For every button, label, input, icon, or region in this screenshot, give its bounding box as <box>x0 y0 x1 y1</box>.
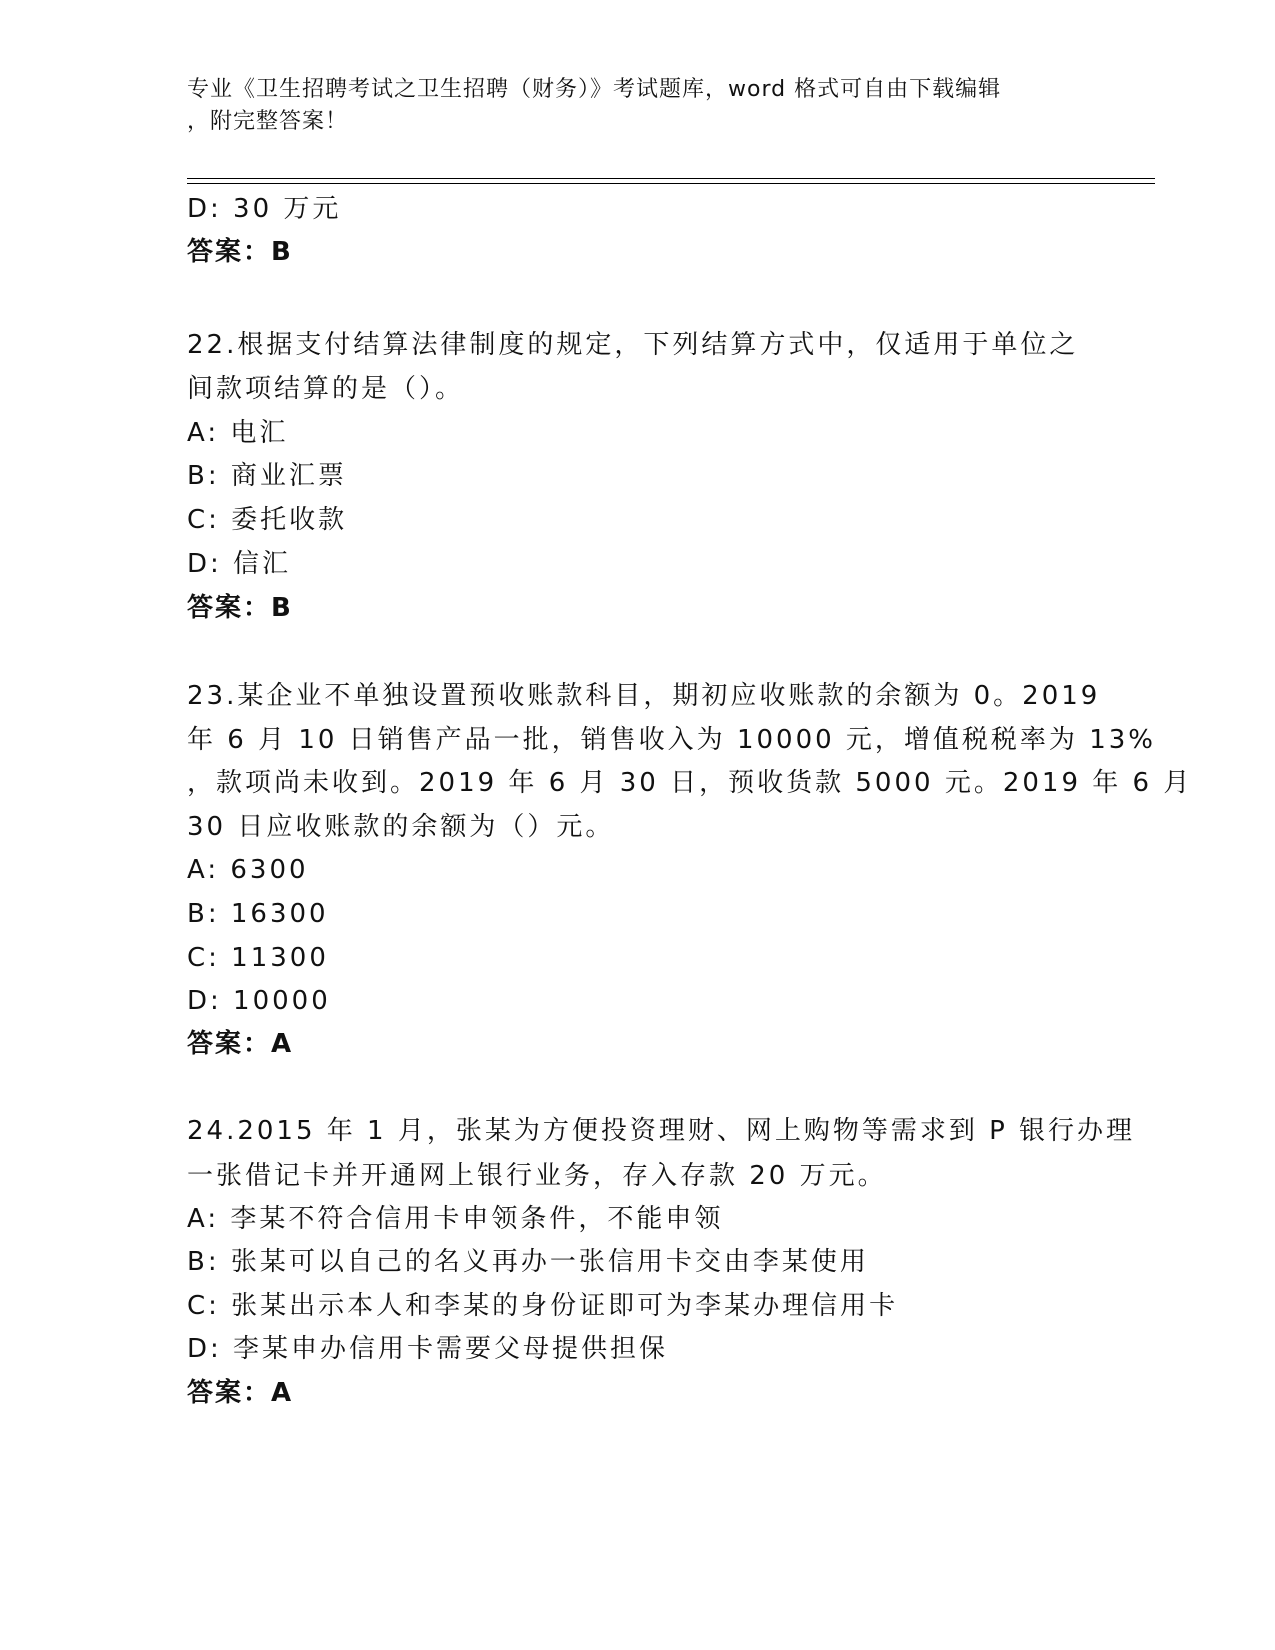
header-divider-bottom <box>187 183 1155 184</box>
q23-option-d: D: 10000 <box>187 986 331 1016</box>
q24-stem-line-2: 一张借记卡并开通网上银行业务，存入存款 20 万元。 <box>187 1161 887 1191</box>
q23-option-b: B: 16300 <box>187 899 329 929</box>
header-line-1: 专业《卫生招聘考试之卫生招聘（财务）》考试题库，word 格式可自由下载编辑 <box>187 77 1002 102</box>
header-line-2: ，附完整答案！ <box>187 109 349 134</box>
q22-option-c: C: 委托收款 <box>187 505 348 535</box>
q23-stem-line-1: 23.某企业不单独设置预收账款科目，期初应收账款的余额为 0。2019 <box>187 681 1101 711</box>
header-divider-top <box>187 178 1155 179</box>
q23-stem-line-2: 年 6 月 10 日销售产品一批，销售收入为 10000 元，增值税税率为 13% <box>187 725 1156 755</box>
document-header <box>187 74 1087 138</box>
q23-answer: 答案：A <box>187 1029 294 1059</box>
q23-stem-line-3: ，款项尚未收到。2019 年 6 月 30 日，预收货款 5000 元。2019 年 6 月 <box>187 768 1193 798</box>
q22-stem-line-2: 间款项结算的是（）。 <box>187 374 465 404</box>
q24-answer: 答案：A <box>187 1378 294 1408</box>
q22-stem-line-1: 22.根据支付结算法律制度的规定，下列结算方式中，仅适用于单位之 <box>187 330 1079 360</box>
q22-answer: 答案：B <box>187 593 293 623</box>
q21-answer: 答案：B <box>187 237 293 267</box>
q23-option-a: A: 6300 <box>187 855 309 885</box>
q24-option-a: A: 李某不符合信用卡申领条件，不能申领 <box>187 1204 724 1234</box>
q21-option-d: D: 30 万元 <box>187 194 342 224</box>
q24-option-d: D: 李某申办信用卡需要父母提供担保 <box>187 1334 669 1364</box>
q24-stem-line-1: 24.2015 年 1 月，张某为方便投资理财、网上购物等需求到 P 银行办理 <box>187 1116 1136 1146</box>
q22-option-a: A: 电汇 <box>187 418 289 448</box>
q24-option-c: C: 张某出示本人和李某的身份证即可为李某办理信用卡 <box>187 1291 899 1321</box>
q23-option-c: C: 11300 <box>187 943 329 973</box>
q24-option-b: B: 张某可以自己的名义再办一张信用卡交由李某使用 <box>187 1247 869 1277</box>
q23-stem-line-4: 30 日应收账款的余额为（）元。 <box>187 812 615 842</box>
q22-option-b: B: 商业汇票 <box>187 461 347 491</box>
q22-option-d: D: 信汇 <box>187 549 292 579</box>
